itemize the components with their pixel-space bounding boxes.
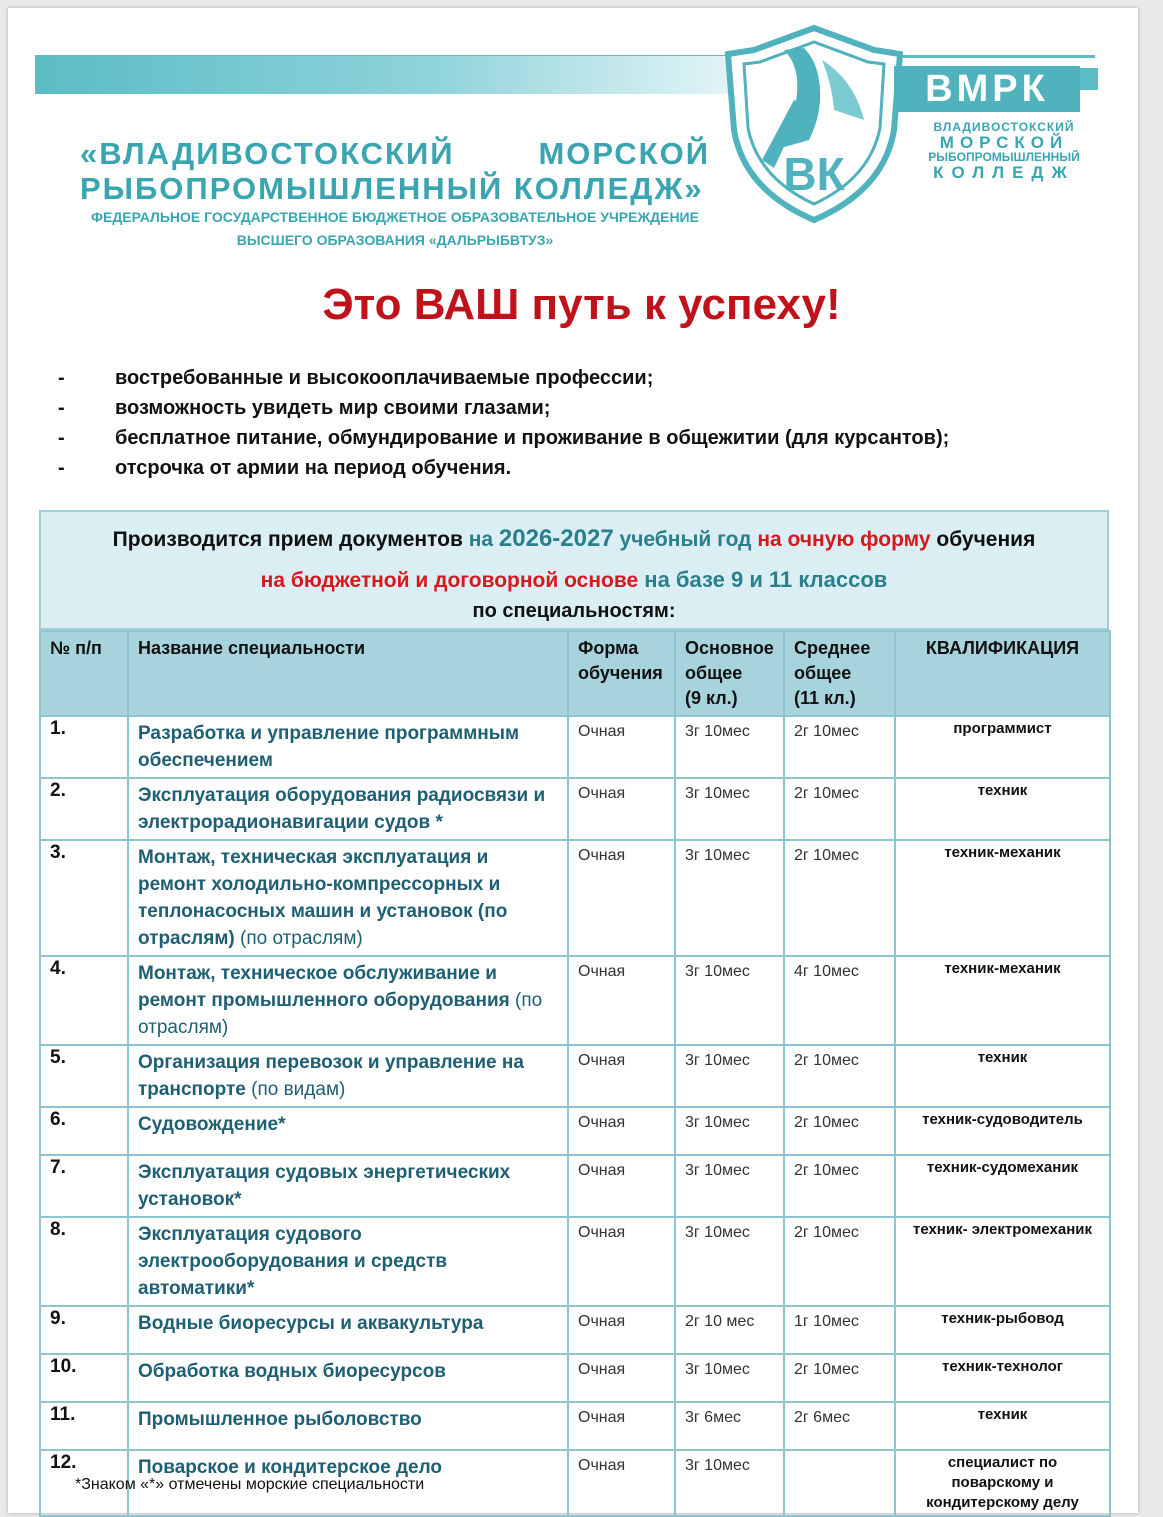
subtitle-line1: ФЕДЕРАЛЬНОЕ ГОСУДАРСТВЕННОЕ БЮДЖЕТНОЕ ОБРАЗОВАТЕЛЬНОЕ УЧРЕЖДЕНИЕ xyxy=(91,209,699,225)
row-specialty xyxy=(128,1306,568,1354)
bullet-dash: - xyxy=(58,366,65,389)
table-row xyxy=(40,1155,1110,1217)
row-secondary-duration: 2г 10мес xyxy=(784,1354,895,1402)
row-basic-duration: 3г 10мес xyxy=(675,1155,784,1217)
header-basic-line: общее xyxy=(685,663,743,683)
row-qualification: техник- электромеханик xyxy=(895,1217,1110,1306)
logo-caption xyxy=(920,120,1088,180)
row-specialty xyxy=(128,1045,568,1107)
row-num: 10. xyxy=(40,1354,128,1402)
header-basic-line: (9 кл.) xyxy=(685,688,738,708)
header-secondary xyxy=(784,631,895,716)
row-form: Очная xyxy=(568,1354,675,1402)
logo-caption-line2: МОРСКОЙ xyxy=(939,133,1069,152)
specialty-name: Поварское и кондитерское дело xyxy=(138,1457,442,1478)
admission-text: на xyxy=(468,528,499,551)
row-qualification: техник-рыбовод xyxy=(895,1306,1110,1354)
row-specialty xyxy=(128,778,568,840)
benefit-text: отсрочка от армии на период обучения. xyxy=(115,456,512,479)
row-qualification: техник-судомеханик xyxy=(895,1155,1110,1217)
row-form: Очная xyxy=(568,1450,675,1516)
specialty-name: Монтаж, техническое обслуживание и ремонт промышленного оборудования xyxy=(138,963,510,1011)
row-num: 2. xyxy=(40,778,128,840)
specialty-name: Эксплуатация оборудования радиосвязи и электрорадионавигации судов * xyxy=(138,785,546,833)
header-secondary-line: общее xyxy=(794,663,852,683)
specialty-name: Промышленное рыболовство xyxy=(138,1409,422,1430)
row-basic-duration: 3г 10мес xyxy=(675,956,784,1045)
admission-line3: по специальностям: xyxy=(472,600,676,622)
row-basic-duration: 3г 6мес xyxy=(675,1402,784,1450)
college-name xyxy=(80,136,710,206)
row-secondary-duration: 2г 10мес xyxy=(784,1217,895,1306)
table-row xyxy=(40,1306,1110,1354)
header-form-line: обучения xyxy=(578,663,663,683)
row-basic-duration: 3г 10мес xyxy=(675,778,784,840)
row-secondary-duration: 2г 10мес xyxy=(784,1107,895,1155)
row-basic-duration: 3г 10мес xyxy=(675,1045,784,1107)
row-basic-duration: 3г 10мес xyxy=(675,840,784,956)
specialty-name: Организация перевозок и управление на транспорте xyxy=(138,1052,524,1100)
admission-years: 2026-2027 xyxy=(498,525,614,552)
row-secondary-duration: 2г 10мес xyxy=(784,1045,895,1107)
header-form-line: Форма xyxy=(578,638,639,658)
row-secondary-duration: 2г 10мес xyxy=(784,716,895,778)
table-row xyxy=(40,840,1110,956)
row-specialty xyxy=(128,716,568,778)
benefit-text: востребованные и высокооплачиваемые профессии; xyxy=(115,366,654,389)
header-form xyxy=(568,631,675,716)
college-name-part2: МОРСКОЙ xyxy=(538,136,710,171)
row-secondary-duration: 4г 10мес xyxy=(784,956,895,1045)
row-basic-duration: 3г 10мес xyxy=(675,1354,784,1402)
specialties-table xyxy=(39,630,1111,1517)
row-num: 9. xyxy=(40,1306,128,1354)
admission-banner xyxy=(39,510,1109,630)
slogan: Это ВАШ путь к успеху! xyxy=(322,280,841,329)
row-qualification: техник-механик xyxy=(895,840,1110,956)
header-qualification: КВАЛИФИКАЦИЯ xyxy=(895,631,1110,716)
admission-basis-highlight: на бюджетной и договорной основе xyxy=(260,569,639,592)
row-qualification: специалист по поварскому и кондитерскому делу xyxy=(895,1450,1110,1516)
row-num: 12. xyxy=(40,1450,128,1516)
row-qualification: техник-судоводитель xyxy=(895,1107,1110,1155)
row-form: Очная xyxy=(568,778,675,840)
row-specialty xyxy=(128,1217,568,1306)
specialty-name: Водные биоресурсы и аквакультура xyxy=(138,1313,484,1334)
benefit-text: возможность увидеть мир своими глазами; xyxy=(115,396,551,419)
row-secondary-duration: 2г 10мес xyxy=(784,840,895,956)
header-name: Название специальности xyxy=(128,631,568,716)
college-name-part1: «ВЛАДИВОСТОКСКИЙ xyxy=(80,136,455,171)
row-secondary-duration: 2г 6мес xyxy=(784,1402,895,1450)
admission-form-highlight: на очную форму xyxy=(757,528,931,551)
admission-text: Производится прием документов xyxy=(112,528,469,551)
table-row xyxy=(40,1217,1110,1306)
table-row xyxy=(40,1402,1110,1450)
footnote: *Знаком «*» отмечены морские специальности xyxy=(75,1476,425,1493)
admission-text: обучения xyxy=(930,528,1036,551)
logo-caption-line1: ВЛАДИВОСТОКСКИЙ xyxy=(933,120,1075,134)
institution-subtitle xyxy=(72,206,718,252)
benefit-item xyxy=(58,363,1118,393)
benefits-list xyxy=(58,363,1118,483)
benefit-item xyxy=(58,423,1118,453)
table-header-row xyxy=(40,631,1110,716)
table-row xyxy=(40,1354,1110,1402)
logo-caption-line3: РЫБОПРОМЫШЛЕННЫЙ xyxy=(928,150,1080,164)
row-specialty xyxy=(128,956,568,1045)
header-basic xyxy=(675,631,784,716)
row-form: Очная xyxy=(568,1306,675,1354)
row-secondary-duration: 2г 10мес xyxy=(784,1155,895,1217)
row-specialty xyxy=(128,1155,568,1217)
college-emblem-icon xyxy=(714,20,914,230)
row-qualification: техник-технолог xyxy=(895,1354,1110,1402)
table-row xyxy=(40,1107,1110,1155)
row-form: Очная xyxy=(568,1045,675,1107)
row-form: Очная xyxy=(568,1402,675,1450)
header-secondary-line: Среднее xyxy=(794,638,871,658)
row-specialty xyxy=(128,1402,568,1450)
specialty-note: (по видам) xyxy=(245,1079,346,1100)
college-name-line2: РЫБОПРОМЫШЛЕННЫЙ КОЛЛЕДЖ» xyxy=(80,171,704,206)
row-num: 11. xyxy=(40,1402,128,1450)
logo-abbreviation: ВМРК xyxy=(894,66,1080,112)
row-basic-duration: 3г 10мес xyxy=(675,716,784,778)
row-num: 5. xyxy=(40,1045,128,1107)
row-num: 7. xyxy=(40,1155,128,1217)
row-form: Очная xyxy=(568,956,675,1045)
row-num: 4. xyxy=(40,956,128,1045)
specialty-name: Эксплуатация судового электрооборудования и средств автоматики* xyxy=(138,1224,448,1299)
row-specialty xyxy=(128,1107,568,1155)
bullet-dash: - xyxy=(58,456,65,479)
emblem-letters: ВК xyxy=(783,148,845,200)
specialty-name: Обработка водных биоресурсов xyxy=(138,1361,446,1382)
logo-caption-line4: КОЛЛЕДЖ xyxy=(933,163,1075,182)
row-form: Очная xyxy=(568,1155,675,1217)
row-secondary-duration: 1г 10мес xyxy=(784,1306,895,1354)
subtitle-line2: ВЫСШЕГО ОБРАЗОВАНИЯ «ДАЛЬРЫБВТУЗ» xyxy=(236,232,554,248)
row-specialty xyxy=(128,840,568,956)
row-num: 3. xyxy=(40,840,128,956)
row-specialty xyxy=(128,1354,568,1402)
benefit-item xyxy=(58,453,1118,483)
header-secondary-line: (11 кл.) xyxy=(794,688,856,708)
row-basic-duration: 3г 10мес xyxy=(675,1217,784,1306)
table-row xyxy=(40,716,1110,778)
header-num: № п/п xyxy=(40,631,128,716)
header-basic-line: Основное xyxy=(685,638,774,658)
admission-text: учебный год xyxy=(613,528,758,551)
bullet-dash: - xyxy=(58,426,65,449)
row-secondary-duration: 2г 10мес xyxy=(784,778,895,840)
row-qualification: программист xyxy=(895,716,1110,778)
specialty-note: (по отраслям) xyxy=(234,928,363,949)
row-num: 1. xyxy=(40,716,128,778)
row-form: Очная xyxy=(568,1217,675,1306)
row-num: 6. xyxy=(40,1107,128,1155)
header-band xyxy=(35,56,755,94)
table-row xyxy=(40,778,1110,840)
specialty-note: (по отраслям) xyxy=(138,990,543,1038)
row-qualification: техник-механик xyxy=(895,956,1110,1045)
row-qualification: техник xyxy=(895,1045,1110,1107)
bullet-dash: - xyxy=(58,396,65,419)
admission-line1 xyxy=(41,524,1107,555)
specialty-name: Монтаж, техническая эксплуатация и ремонт холодильно-компрессорных и теплонасосных машин и установок (по отраслям) xyxy=(138,847,508,949)
row-form: Очная xyxy=(568,840,675,956)
specialty-name: Разработка и управление программным обеспечением xyxy=(138,723,520,771)
benefit-text: бесплатное питание, обмундирование и проживание в общежитии (для курсантов); xyxy=(115,426,950,449)
row-qualification: техник xyxy=(895,1402,1110,1450)
specialty-name: Судовождение* xyxy=(138,1114,286,1135)
table-row xyxy=(40,1045,1110,1107)
row-basic-duration: 3г 10мес xyxy=(675,1450,784,1516)
row-qualification: техник xyxy=(895,778,1110,840)
admission-text: на базе 9 и 11 классов xyxy=(638,567,888,592)
row-form: Очная xyxy=(568,716,675,778)
specialty-name: Эксплуатация судовых энергетических установок* xyxy=(138,1162,511,1210)
row-num: 8. xyxy=(40,1217,128,1306)
row-secondary-duration xyxy=(784,1450,895,1516)
admission-line2 xyxy=(41,565,1107,596)
row-basic-duration: 2г 10 мес xyxy=(675,1306,784,1354)
row-basic-duration: 3г 10мес xyxy=(675,1107,784,1155)
benefit-item xyxy=(58,393,1118,423)
table-row xyxy=(40,956,1110,1045)
row-form: Очная xyxy=(568,1107,675,1155)
